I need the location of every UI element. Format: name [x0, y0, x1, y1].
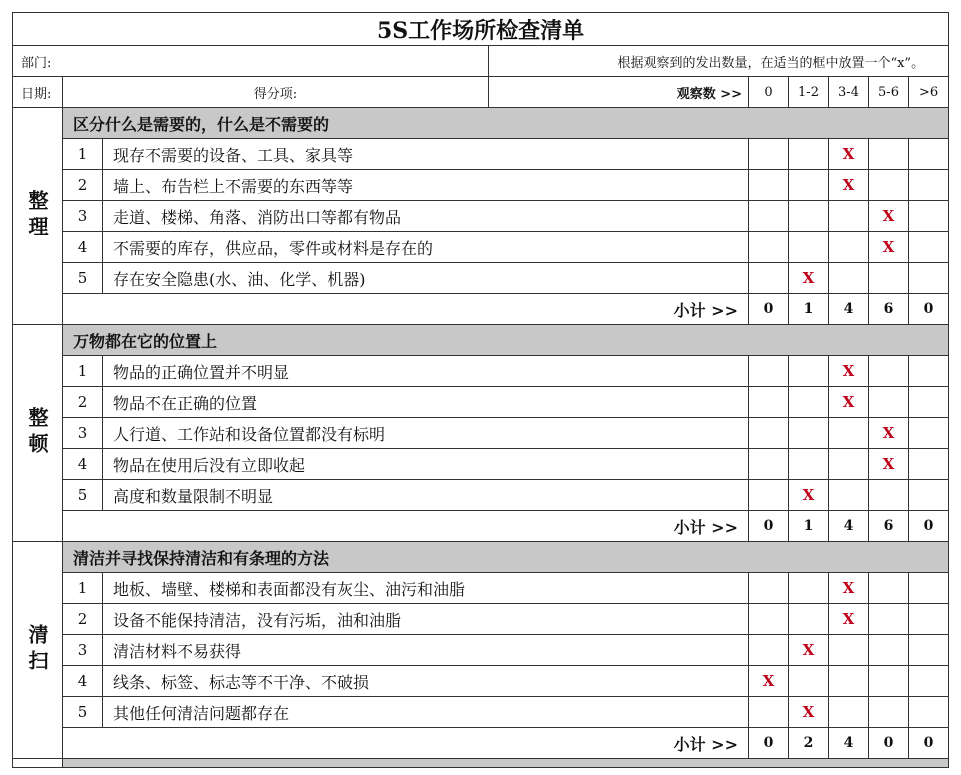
mark-cell[interactable]: [749, 635, 789, 666]
checklist-row: [13, 170, 949, 201]
mark-cell[interactable]: [829, 449, 869, 480]
item-number: 5: [63, 263, 103, 294]
mark-cell[interactable]: [909, 573, 949, 604]
mark-cell[interactable]: [749, 418, 789, 449]
item-description: 不需要的库存，供应品，零件或材料是存在的: [103, 232, 749, 263]
checklist-row: [13, 480, 949, 511]
item-number: 1: [63, 573, 103, 604]
score-label: 得分项:: [63, 77, 489, 108]
mark-cell[interactable]: [789, 604, 829, 635]
item-number: 4: [63, 449, 103, 480]
date-label: 日期:: [13, 77, 63, 108]
item-description: 人行道、工作站和设备位置都没有标明: [103, 418, 749, 449]
item-description: 物品的正确位置并不明显: [103, 356, 749, 387]
mark-cell[interactable]: [829, 232, 869, 263]
mark-cell[interactable]: X: [789, 480, 829, 511]
item-description: 设备不能保持清洁，没有污垢，油和油脂: [103, 604, 749, 635]
checklist-row: [13, 635, 949, 666]
checklist-row: [13, 666, 949, 697]
section-title: 万物都在它的位置上: [63, 325, 949, 356]
mark-cell[interactable]: [789, 170, 829, 201]
mark-cell[interactable]: [749, 139, 789, 170]
checklist-row: [13, 201, 949, 232]
item-description: 存在安全隐患(水、油、化学、机器): [103, 263, 749, 294]
mark-cell[interactable]: [749, 449, 789, 480]
observations-label: 观察数 >>: [489, 77, 749, 108]
subtotal-value: 2: [789, 728, 829, 759]
subtotal-value: 0: [909, 511, 949, 542]
subtotal-value: 1: [789, 511, 829, 542]
mark-cell[interactable]: [909, 201, 949, 232]
subtotal-value: 1: [789, 294, 829, 325]
mark-cell[interactable]: [829, 263, 869, 294]
mark-cell[interactable]: [789, 356, 829, 387]
checklist-row: [13, 573, 949, 604]
mark-cell[interactable]: [789, 232, 829, 263]
mark-cell[interactable]: X: [829, 356, 869, 387]
section-side-label: 整顿: [13, 325, 63, 542]
mark-cell[interactable]: [789, 573, 829, 604]
mark-cell[interactable]: [909, 480, 949, 511]
mark-cell[interactable]: [909, 635, 949, 666]
mark-cell[interactable]: [869, 666, 909, 697]
item-number: 4: [63, 232, 103, 263]
item-number: 2: [63, 604, 103, 635]
mark-cell[interactable]: X: [869, 418, 909, 449]
column-header: >6: [909, 77, 949, 108]
mark-cell[interactable]: [749, 356, 789, 387]
checklist-row: [13, 387, 949, 418]
item-description: 走道、楼梯、角落、消防出口等都有物品: [103, 201, 749, 232]
mark-cell[interactable]: [789, 201, 829, 232]
mark-cell[interactable]: [869, 263, 909, 294]
subtotal-value: 4: [829, 294, 869, 325]
checklist-table: [12, 12, 949, 768]
mark-cell[interactable]: [789, 387, 829, 418]
mark-cell[interactable]: [789, 418, 829, 449]
mark-cell[interactable]: [909, 263, 949, 294]
mark-cell[interactable]: [909, 356, 949, 387]
mark-cell[interactable]: [829, 201, 869, 232]
mark-cell[interactable]: [909, 418, 949, 449]
mark-cell[interactable]: [789, 666, 829, 697]
section-side-label: 整理: [13, 108, 63, 325]
mark-cell[interactable]: [909, 604, 949, 635]
subtotal-value: 0: [909, 294, 949, 325]
mark-cell[interactable]: [909, 170, 949, 201]
item-number: 5: [63, 480, 103, 511]
mark-cell[interactable]: X: [789, 263, 829, 294]
item-number: 2: [63, 170, 103, 201]
mark-cell[interactable]: [749, 201, 789, 232]
item-description: 现存不需要的设备、工具、家具等: [103, 139, 749, 170]
subtotal-value: 0: [749, 511, 789, 542]
item-number: 3: [63, 201, 103, 232]
mark-cell[interactable]: X: [829, 170, 869, 201]
mark-cell[interactable]: X: [829, 573, 869, 604]
item-number: 5: [63, 697, 103, 728]
mark-cell[interactable]: [829, 418, 869, 449]
instruction-text: 根据观察到的发出数量，在适当的框中放置一个“x”。: [489, 46, 949, 77]
checklist-row: [13, 697, 949, 728]
subtotal-value: 4: [829, 511, 869, 542]
checklist-row: [13, 263, 949, 294]
checklist-row: [13, 418, 949, 449]
item-description: 物品在使用后没有立即收起: [103, 449, 749, 480]
item-description: 其他任何清洁问题都存在: [103, 697, 749, 728]
mark-cell[interactable]: X: [829, 139, 869, 170]
mark-cell[interactable]: [869, 480, 909, 511]
item-number: 4: [63, 666, 103, 697]
item-number: 2: [63, 387, 103, 418]
subtotal-value: 0: [909, 728, 949, 759]
page-title: 5S工作场所检查清单: [13, 13, 949, 46]
mark-cell[interactable]: [869, 356, 909, 387]
subtotal-value: 6: [869, 294, 909, 325]
column-header: 5-6: [869, 77, 909, 108]
item-description: 高度和数量限制不明显: [103, 480, 749, 511]
subtotal-label: 小计 >>: [63, 511, 749, 542]
column-header: 1-2: [789, 77, 829, 108]
item-description: 物品不在正确的位置: [103, 387, 749, 418]
mark-cell[interactable]: [869, 697, 909, 728]
column-header: 0: [749, 77, 789, 108]
subtotal-label: 小计 >>: [63, 294, 749, 325]
section-title: 区分什么是需要的，什么是不需要的: [63, 108, 949, 139]
checklist-row: [13, 604, 949, 635]
next-section-title: [63, 759, 949, 768]
item-description: 线条、标签、标志等不干净、不破损: [103, 666, 749, 697]
item-description: 地板、墙壁、楼梯和表面都没有灰尘、油污和油脂: [103, 573, 749, 604]
mark-cell[interactable]: X: [869, 201, 909, 232]
mark-cell[interactable]: [909, 449, 949, 480]
mark-cell[interactable]: X: [869, 449, 909, 480]
mark-cell[interactable]: [749, 604, 789, 635]
next-section-side: [13, 759, 63, 768]
item-number: 3: [63, 418, 103, 449]
item-number: 1: [63, 356, 103, 387]
mark-cell[interactable]: [749, 697, 789, 728]
mark-cell[interactable]: [829, 666, 869, 697]
mark-cell[interactable]: X: [749, 666, 789, 697]
mark-cell[interactable]: [749, 480, 789, 511]
column-header: 3-4: [829, 77, 869, 108]
subtotal-value: 4: [829, 728, 869, 759]
mark-cell[interactable]: [909, 139, 949, 170]
mark-cell[interactable]: [869, 139, 909, 170]
mark-cell[interactable]: X: [789, 697, 829, 728]
checklist-row: [13, 232, 949, 263]
subtotal-value: 0: [869, 728, 909, 759]
mark-cell[interactable]: [789, 449, 829, 480]
section-title: 清洁并寻找保持清洁和有条理的方法: [63, 542, 949, 573]
mark-cell[interactable]: [909, 697, 949, 728]
mark-cell[interactable]: [749, 387, 789, 418]
mark-cell[interactable]: [869, 170, 909, 201]
mark-cell[interactable]: X: [869, 232, 909, 263]
item-description: 墙上、布告栏上不需要的东西等等: [103, 170, 749, 201]
mark-cell[interactable]: X: [829, 604, 869, 635]
subtotal-value: 0: [749, 294, 789, 325]
checklist-row: [13, 449, 949, 480]
item-number: 3: [63, 635, 103, 666]
mark-cell[interactable]: [749, 170, 789, 201]
mark-cell[interactable]: [909, 666, 949, 697]
mark-cell[interactable]: [789, 139, 829, 170]
mark-cell[interactable]: [749, 573, 789, 604]
mark-cell[interactable]: X: [829, 387, 869, 418]
mark-cell[interactable]: [869, 604, 909, 635]
subtotal-value: 0: [749, 728, 789, 759]
mark-cell[interactable]: [869, 573, 909, 604]
mark-cell[interactable]: [829, 480, 869, 511]
mark-cell[interactable]: [829, 697, 869, 728]
checklist-row: [13, 139, 949, 170]
section-side-label: 清扫: [13, 542, 63, 759]
mark-cell[interactable]: X: [789, 635, 829, 666]
mark-cell[interactable]: [909, 232, 949, 263]
mark-cell[interactable]: [869, 635, 909, 666]
mark-cell[interactable]: [749, 232, 789, 263]
item-description: 清洁材料不易获得: [103, 635, 749, 666]
mark-cell[interactable]: [909, 387, 949, 418]
checklist-sheet: [12, 12, 948, 775]
subtotal-value: 6: [869, 511, 909, 542]
mark-cell[interactable]: [829, 635, 869, 666]
mark-cell[interactable]: [869, 387, 909, 418]
department-label: 部门:: [13, 46, 489, 77]
mark-cell[interactable]: [749, 263, 789, 294]
checklist-row: [13, 356, 949, 387]
subtotal-label: 小计 >>: [63, 728, 749, 759]
item-number: 1: [63, 139, 103, 170]
